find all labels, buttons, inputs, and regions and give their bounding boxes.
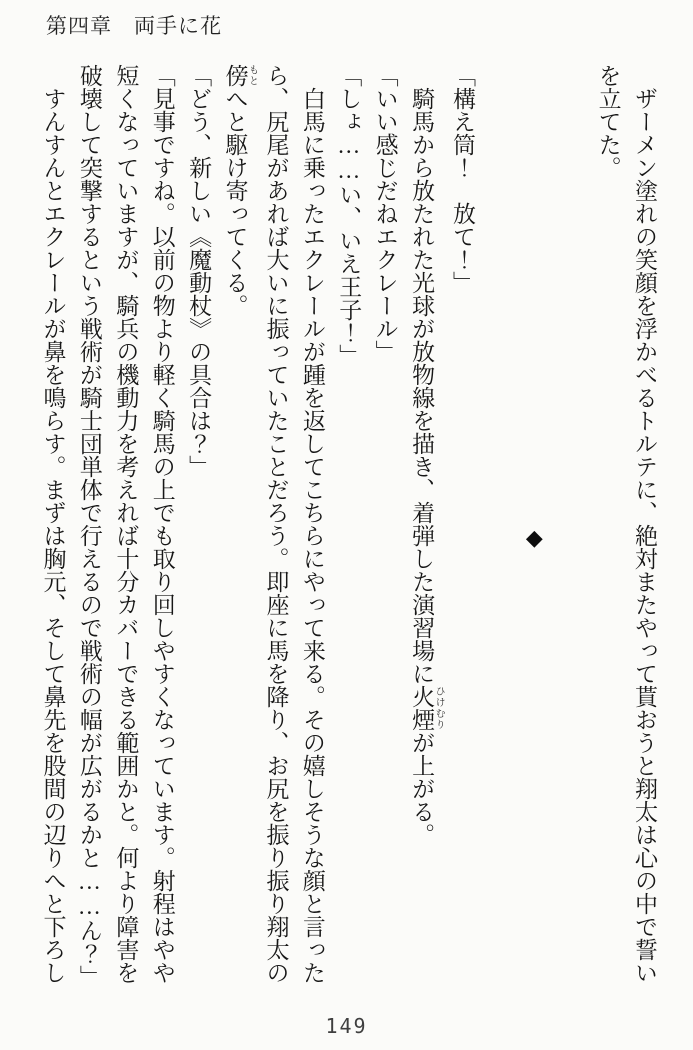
text-column: ら、尻尾があれば大いに振っていたことだろう。即座に馬を降り、お尻を振り振り翔太の <box>263 64 289 984</box>
text-column: 「いい感じだねエクレール」 <box>372 64 398 363</box>
vertical-text-block <box>34 64 662 1012</box>
text-column: 短くなっていますが、騎兵の機動力を考えれば十分カバーできる範囲かと。何より障害を <box>113 64 139 984</box>
text-column: を立てた。 <box>595 64 621 179</box>
blank-column <box>553 64 589 1012</box>
text-column: 「見事ですね。以前の物より軽く騎馬の上でも取り回しやすくなっています。射程はやや <box>149 64 175 984</box>
page-number: 149 <box>325 1014 368 1038</box>
text-column: 傍 もとへと駆け寄ってくる。 <box>222 64 258 317</box>
text-column: 白馬に乗ったエクレールが踵を返してこちらにやって来る。その嬉しそうな顔と言った <box>299 87 325 984</box>
text-column: 「どう、新しい《魔動杖》の具合は？」 <box>186 64 212 478</box>
blank-column <box>480 64 516 1012</box>
text-column: 騎馬から放たれた光球が放物線を描き、着弾した演習場に火煙 ひけむりが上がる。 <box>409 87 445 846</box>
text-column: ザーメン塗れの笑顔を浮かべるトルテに、絶対またやって貰おうと翔太は心の中で誓い <box>632 87 657 984</box>
text-column: 「構え筒！ 放て！」 <box>449 64 475 294</box>
section-separator-diamond: ◆ <box>522 525 548 551</box>
text-column: 破壊して突撃するという戦術が騎士団単体で行えるので戦術の幅が広がるかと……ん？」 <box>76 64 102 988</box>
text-column: すんすんとエクレールが鼻を鳴らす。まずは胸元、そして鼻先を股間の辺りへと下ろし <box>40 87 66 984</box>
running-head-chapter-title: 第四章 両手に花 <box>46 14 222 38</box>
text-column: 「しょ……い、いえ王子！」 <box>336 64 362 367</box>
